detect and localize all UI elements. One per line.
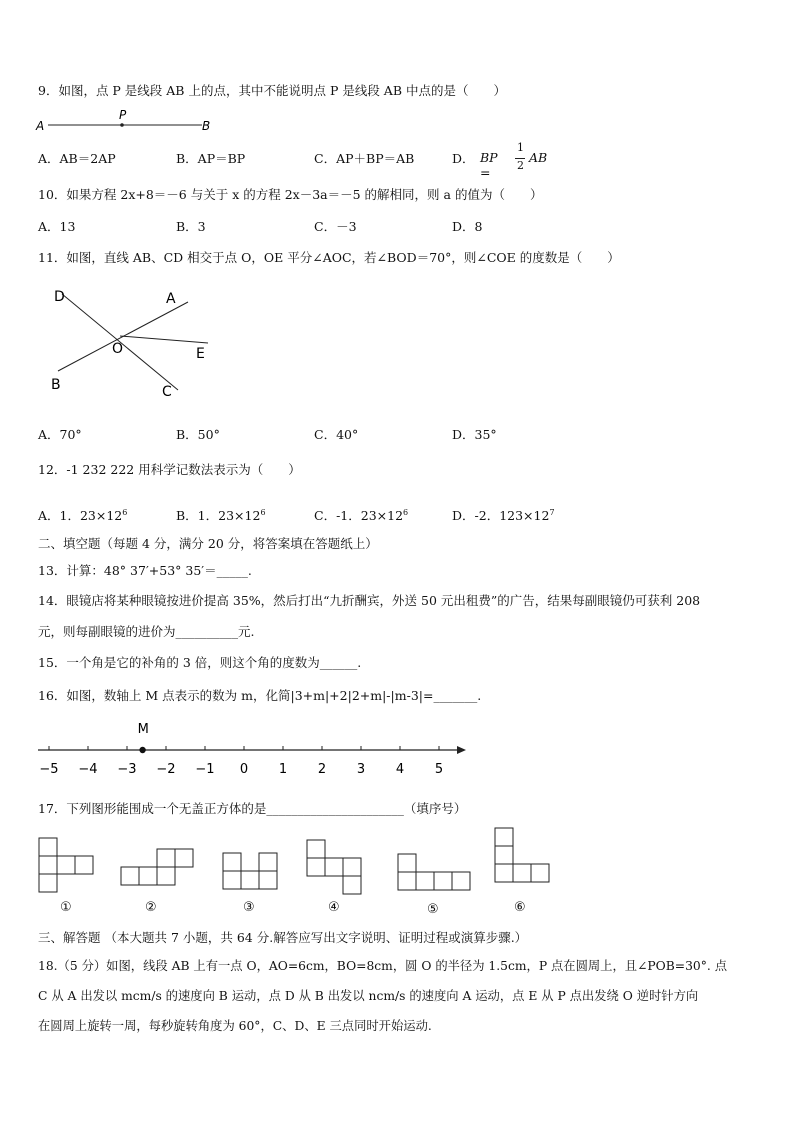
q11-angle-figure [40, 280, 230, 405]
q9-option-d: D． [452, 151, 475, 166]
q12-stem: 12．-1 232 222 用科学记数法表示为（ ） [38, 462, 301, 477]
q11-option-d: D．35° [452, 427, 497, 442]
q15-text: 15．一个角是它的补角的 3 倍，则这个角的度数为______. [38, 655, 362, 670]
number-line-tick-label: 2 [317, 762, 327, 777]
q11-label-e: E [196, 346, 205, 362]
q12-option-d-exp: 7 [549, 508, 555, 517]
q14-line-1: 14．眼镜店将某种眼镜按进价提高 35%，然后打出“九折酬宾，外送 50 元出租费”的广告，结果每副眼镜仍可获利 208 [38, 593, 701, 608]
number-line-tick-label: −3 [117, 762, 137, 777]
point-m-label: M [137, 722, 149, 737]
q11-option-a: A．70° [38, 427, 82, 442]
q10-option-c: C．－3 [314, 219, 357, 234]
q11-stem: 11．如图，直线 AB、CD 相交于点 O，OE 平分∠AOC，若∠BOD＝70°，则∠COE 的度数是（ ） [38, 250, 620, 265]
q9-stem: 9．如图，点 P 是线段 AB 上的点，其中不能说明点 P 是线段 AB 中点的是（ ） [38, 83, 506, 98]
point-m [139, 747, 145, 753]
net-label-6: ⑥ [514, 900, 526, 915]
q12-option-b-base: B．1．23×12 [176, 508, 261, 524]
q16-stem: 16．如图，数轴上 M 点表示的数为 m，化简|3+m|+2|2+m|-|m-3|=_______. [38, 688, 482, 703]
number-line-tick-label: 1 [278, 762, 288, 777]
q12-option-a-base: A．1．23×12 [38, 508, 123, 524]
q11-label-c: C [162, 384, 172, 400]
q18-line-3: 在圆周上旋转一周，每秒旋转角度为 60°，C、D、E 三点同时开始运动. [38, 1019, 432, 1033]
q11-label-d: D [54, 289, 65, 305]
q10-option-a: A．13 [38, 219, 76, 234]
section-2-heading: 二、填空题（每题 4 分，满分 20 分，将答案填在答题纸上） [38, 536, 378, 551]
net-label-5: ⑤ [427, 902, 439, 917]
q11-label-a: A [166, 291, 176, 307]
q12-option-c-exp: 6 [403, 508, 409, 517]
q9-label-b: B [202, 119, 211, 133]
net-3 [223, 853, 277, 889]
q9-segment-figure [34, 110, 224, 136]
q17-cube-nets [30, 822, 570, 922]
q9-option-c: C．AP＋BP＝AB [314, 151, 415, 166]
number-line-tick-label: 3 [356, 762, 366, 777]
net-label-3: ③ [243, 900, 255, 915]
number-line-tick-label: 4 [395, 762, 405, 777]
number-line-tick-label: −2 [156, 762, 176, 777]
q12-option-c-base: C．-1．23×12 [314, 508, 404, 524]
number-line-tick-label: −1 [195, 762, 215, 777]
q11-label-b: B [51, 377, 61, 393]
q10-stem: 10．如果方程 2x+8＝－6 与关于 x 的方程 2x－3a＝－5 的解相同，则 a 的值为（ ） [38, 187, 543, 202]
q12-option-c [314, 505, 408, 524]
net-label-2: ② [145, 900, 157, 915]
q12-option-b-exp: 6 [260, 508, 266, 517]
net-label-1: ① [60, 900, 72, 915]
net-1 [39, 838, 93, 892]
number-line-tick-label: −5 [39, 762, 59, 777]
q18-line-1: 18.（5 分）如图，线段 AB 上有一点 O，AO=6cm，BO=8cm，圆 O 的半径为 1.5cm，P 点在圆周上，且∠POB=30°. 点 [38, 959, 727, 973]
formula-rhs: AB [529, 150, 548, 165]
q11-label-o: O [112, 341, 124, 357]
net-4 [307, 840, 361, 894]
net-label-4: ④ [328, 900, 340, 915]
number-line-tick-label: −4 [78, 762, 98, 777]
formula-numerator: 1 [517, 141, 524, 154]
net-6 [495, 828, 549, 882]
q9-option-a: A．AB＝2AP [38, 151, 116, 166]
q12-option-d-base: D．-2．123×12 [452, 508, 550, 524]
q9-label-a: A [36, 119, 45, 133]
q10-option-b: B．3 [176, 219, 206, 234]
q12-option-d [452, 505, 555, 524]
q11-option-c: C．40° [314, 427, 359, 442]
q11-option-b: B．50° [176, 427, 220, 442]
formula-lhs: BP = [480, 150, 498, 180]
q12-option-b [176, 505, 266, 524]
q18-line-2: C 从 A 出发以 mcm/s 的速度向 B 运动，点 D 从 B 出发以 ncm/s 的速度向 A 运动，点 E 从 P 点出发绕 O 逆时针方向 [38, 989, 699, 1003]
q9-option-b: B．AP＝BP [176, 151, 246, 166]
formula-denominator: 2 [517, 159, 524, 172]
q10-option-d: D．8 [452, 219, 483, 234]
net-5 [398, 854, 470, 890]
section-3-heading: 三、解答题 （本大题共 7 小题，共 64 分.解答应写出文字说明、证明过程或演算步骤.） [38, 930, 528, 945]
net-2 [121, 849, 193, 885]
number-line-tick-label: 5 [434, 762, 444, 777]
q12-option-a-exp: 6 [122, 508, 128, 517]
q16-number-line [36, 718, 476, 778]
q9-label-p: P [119, 110, 127, 122]
number-line-tick-label: 0 [239, 762, 249, 777]
q12-option-a [38, 505, 127, 524]
q17-stem: 17．下列图形能围成一个无盖正方体的是______________________（填序号） [38, 801, 467, 816]
q14-line-2: 元，则每副眼镜的进价为__________元. [38, 624, 255, 639]
q13-text: 13．计算：48° 37′+53° 35′＝_____. [38, 563, 252, 578]
